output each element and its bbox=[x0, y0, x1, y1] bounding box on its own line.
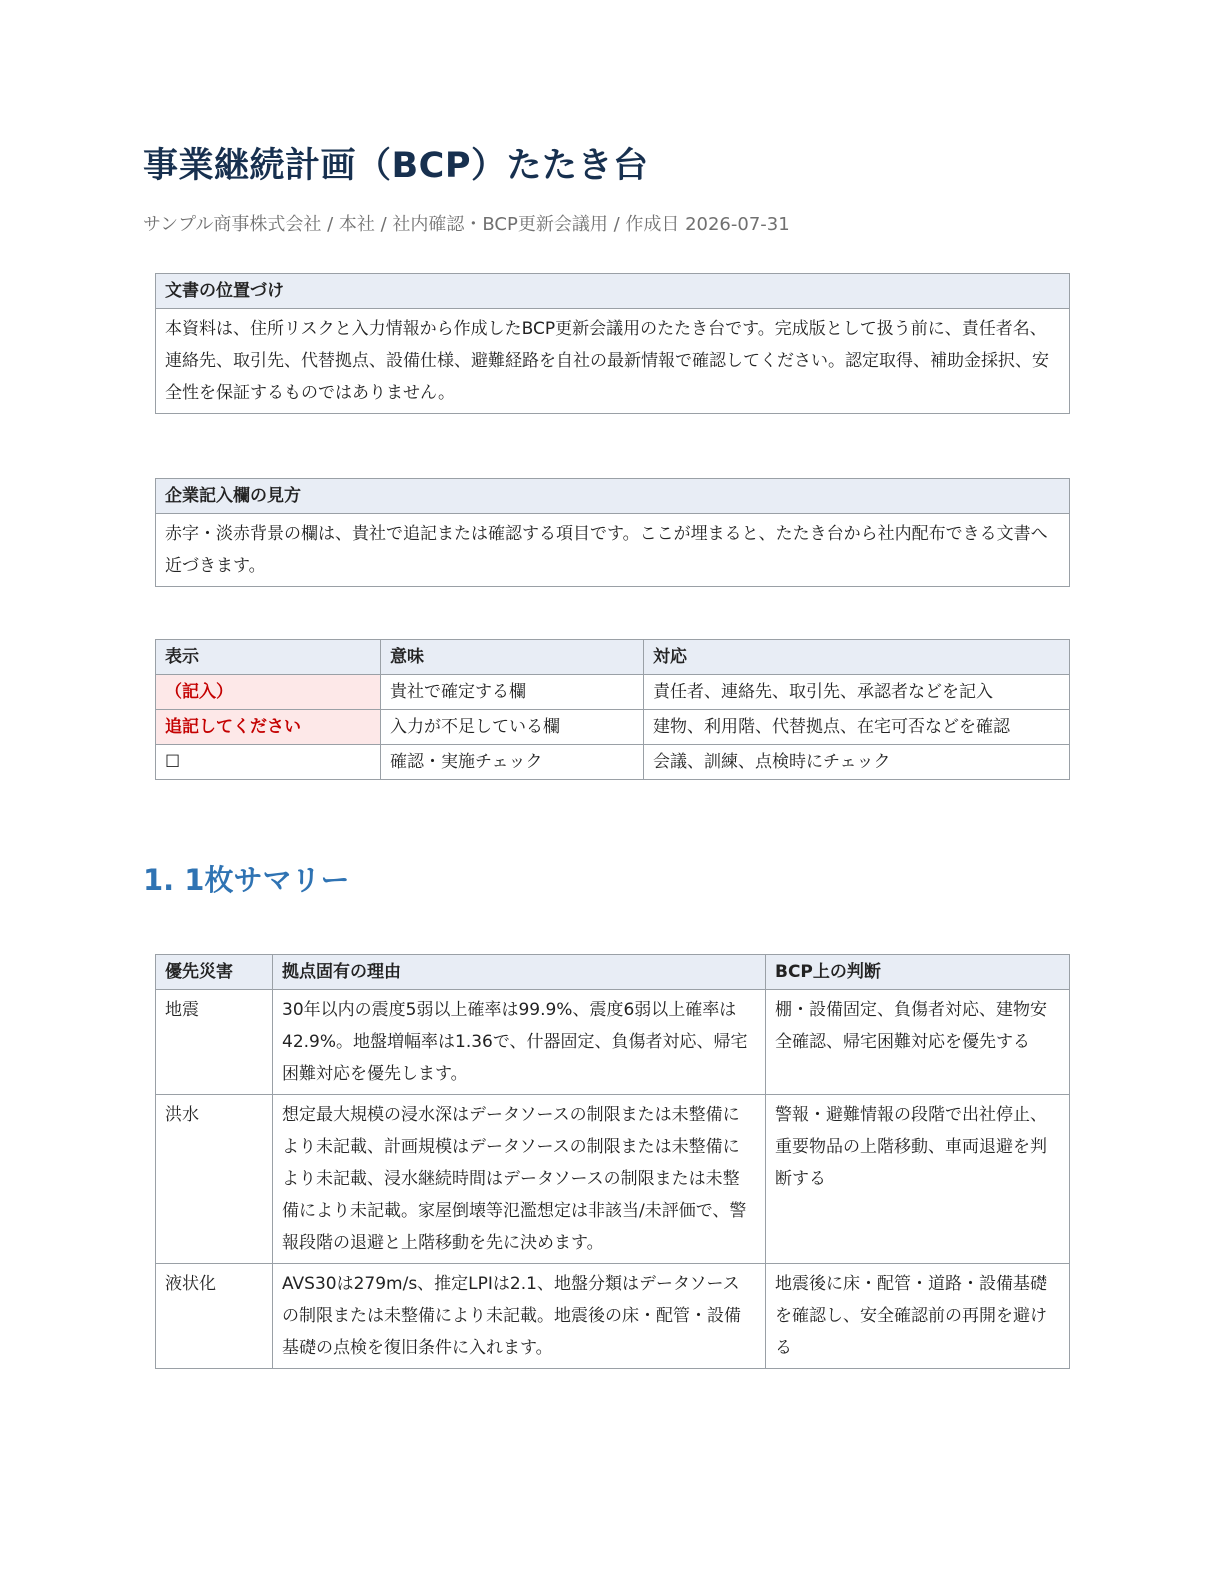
entry-marker-cell: （記入） bbox=[156, 675, 381, 710]
note-body: 本資料は、住所リスクと入力情報から作成したBCP更新会議用のたたき台です。完成版として扱う前に、責任者名、連絡先、取引先、代替拠点、設備仕様、避難経路を自社の最新情報で確認してください。認定取得、補助金採択、安全性を保証するものではありません。 bbox=[156, 309, 1070, 414]
table-row bbox=[156, 1264, 1070, 1369]
table-cell: 地震後に床・配管・道路・設備基礎を確認し、安全確認前の再開を避ける bbox=[766, 1264, 1070, 1369]
table-header-row bbox=[156, 955, 1070, 990]
column-header: 表示 bbox=[156, 640, 381, 675]
table-header-row bbox=[156, 640, 1070, 675]
table-cell: 洪水 bbox=[156, 1095, 273, 1264]
section-heading: 1. 1枚サマリー bbox=[143, 863, 350, 897]
note-heading: 文書の位置づけ bbox=[156, 274, 1070, 309]
legend-table bbox=[155, 639, 1070, 780]
table-cell: 確認・実施チェック bbox=[381, 745, 644, 780]
table-cell: 30年以内の震度5弱以上確率は99.9%、震度6弱以上確率は42.9%。地盤増幅率は1.36で、什器固定、負傷者対応、帰宅困難対応を優先します。 bbox=[273, 990, 766, 1095]
table-row bbox=[156, 710, 1070, 745]
document-title: 事業継続計画（BCP）たたき台 bbox=[143, 146, 649, 186]
table-cell: 会議、訓練、点検時にチェック bbox=[644, 745, 1070, 780]
table-row bbox=[156, 1095, 1070, 1264]
table-row bbox=[156, 675, 1070, 710]
document-positioning-note bbox=[155, 273, 1070, 414]
table-cell: 想定最大規模の浸水深はデータソースの制限または未整備により未記載、計画規模はデータソースの制限または未整備により未記載、浸水継続時間はデータソースの制限または未整備により未記載。家屋倒壊等氾濫想定は非該当/未評価で、警報段階の退避と上階移動を先に決めます。 bbox=[273, 1095, 766, 1264]
column-header: 拠点固有の理由 bbox=[273, 955, 766, 990]
column-header: 意味 bbox=[381, 640, 644, 675]
column-header: BCP上の判断 bbox=[766, 955, 1070, 990]
table-cell: 地震 bbox=[156, 990, 273, 1095]
column-header: 優先災害 bbox=[156, 955, 273, 990]
table-row bbox=[156, 990, 1070, 1095]
table-cell: AVS30は279m/s、推定LPIは2.1、地盤分類はデータソースの制限または未整備により未記載。地震後の床・配管・設備基礎の点検を復旧条件に入れます。 bbox=[273, 1264, 766, 1369]
table-cell: 液状化 bbox=[156, 1264, 273, 1369]
table-cell: 責任者、連絡先、取引先、承認者などを記入 bbox=[644, 675, 1070, 710]
checkbox-icon: ☐ bbox=[156, 745, 381, 780]
table-cell: 棚・設備固定、負傷者対応、建物安全確認、帰宅困難対応を優先する bbox=[766, 990, 1070, 1095]
table-cell: 建物、利用階、代替拠点、在宅可否などを確認 bbox=[644, 710, 1070, 745]
document-subtitle: サンプル商事株式会社 / 本社 / 社内確認・BCP更新会議用 / 作成日 2026-07-31 bbox=[143, 214, 790, 235]
table-row bbox=[156, 745, 1070, 780]
note-heading: 企業記入欄の見方 bbox=[156, 479, 1070, 514]
table-cell: 警報・避難情報の段階で出社停止、重要物品の上階移動、車両退避を判断する bbox=[766, 1095, 1070, 1264]
summary-table bbox=[155, 954, 1070, 1369]
table-cell: 入力が不足している欄 bbox=[381, 710, 644, 745]
table-cell: 貴社で確定する欄 bbox=[381, 675, 644, 710]
column-header: 対応 bbox=[644, 640, 1070, 675]
missing-marker-cell: 追記してください bbox=[156, 710, 381, 745]
entry-guide-note bbox=[155, 478, 1070, 587]
note-body: 赤字・淡赤背景の欄は、貴社で追記または確認する項目です。ここが埋まると、たたき台から社内配布できる文書へ近づきます。 bbox=[156, 514, 1070, 587]
